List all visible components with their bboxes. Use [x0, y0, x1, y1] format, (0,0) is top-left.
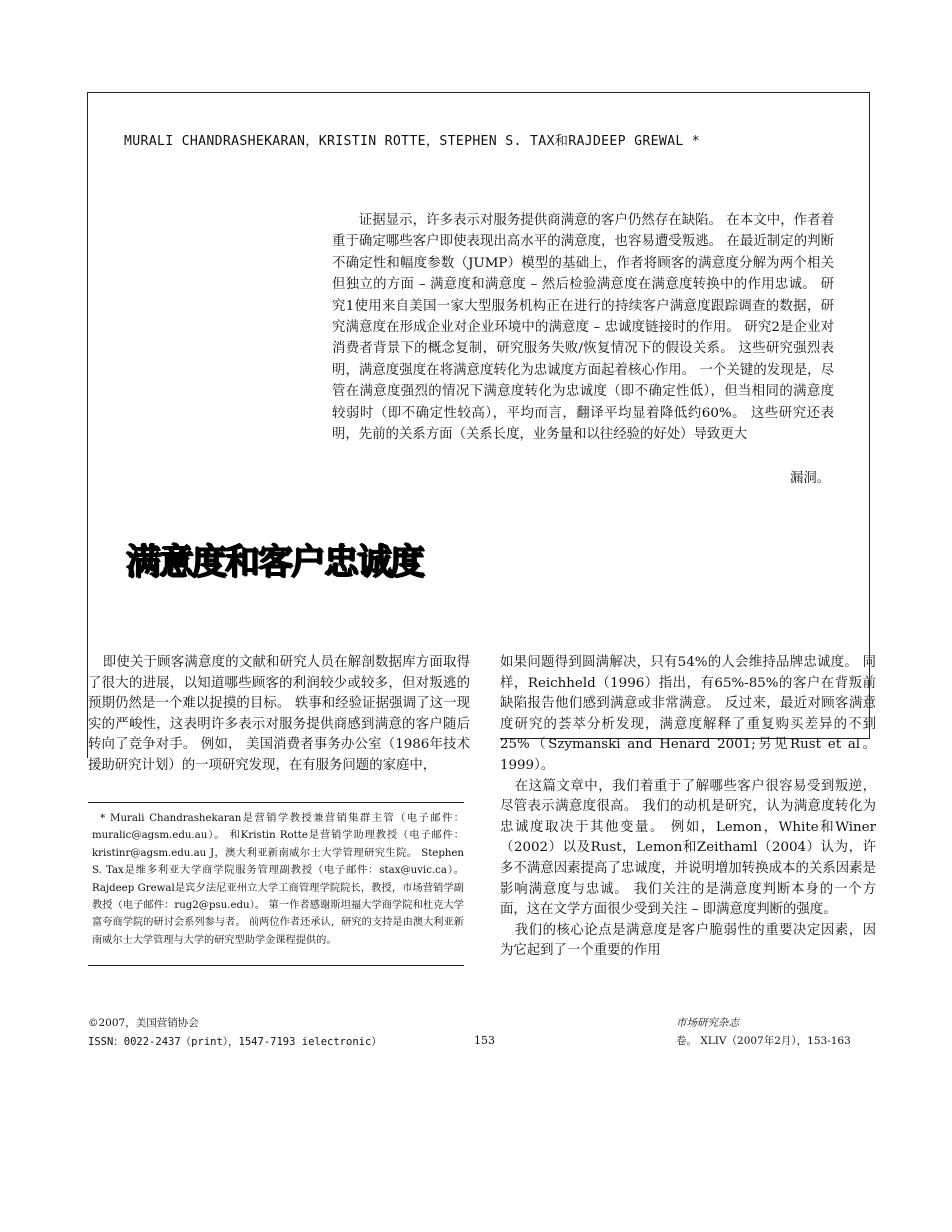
article-title: 满意度和客户忠诚度: [126, 543, 424, 583]
body-paragraph: 如果问题得到圆满解决，只有54%的人会维持品牌忠诚度。 同样，Reichheld（1996）指出，有65%-85%的客户在背叛前缺陷报告他们感到满意或非常满意。 反过来，最近对顾客满意度研究的荟萃分析发现，满意度解释了重复购买差异的不到25%（Szymanski and Henard 2001;另见Rust et al。1999）。: [500, 655, 876, 773]
abstract-tail: 漏洞。: [790, 471, 831, 486]
body-right-column: [500, 653, 876, 962]
journal-volume: 卷。 XLIV（2007年2月），153-163: [676, 1035, 851, 1047]
body-paragraph: 在这篇文章中，我们着重于了解哪些客户很容易受到叛逆，尽管表示满意度很高。 我们的动机是研究，认为满意度转化为忠诚度取决于其他变量。 例如，Lemon，White和Winer（2002）以及Rust，Lemon和Zeithaml（2004）认为，许多不满意因素提高了忠诚度，并说明增加转换成本的关系因素是影响满意度与忠诚。 我们关注的是满意度判断本身的一个方面，这在文学方面很少受到关注 – 即满意度判断的强度。: [500, 778, 876, 918]
frame-right-rule: [869, 92, 870, 738]
footer-issn: ISSN：0022-2437（print），1547-7193 ielectronic）: [88, 1036, 382, 1048]
abstract-text: 证据显示，许多表示对服务提供商满意的客户仍然存在缺陷。 在本文中，作者着重于确定哪些客户即使表现出高水平的满意度，也容易遭受叛逃。 在最近制定的判断不确定性和幅度参数（JUMP）模型的基础上，作者将顾客的满意度分解为两个相关但独立的方面 – 满意度和满意度 – 然后检验满意度在满意度转换中的作用忠诚。 研究1使用来自美国一家大型服务机构正在进行的持续客户满意度跟踪调查的数据，研究满意度在形成企业对企业环境中的满意度 – 忠诚度链接时的作用。 研究2是企业对消费者背景下的概念复制，研究服务失败/恢复情况下的假设关系。 这些研究强烈表明，满意度强度在将满意度转化为忠诚度方面起着核心作用。 一个关键的发现是，尽管在满意度强烈的情况下满意度转化为忠诚度（即不确定性低），但当相同的满意度较弱时（即不确定性较高），平均而言，翻译平均显着降低约60%。 这些研究还表明，先前的关系方面（关系长度，业务量和以往经验的好处）导致更大: [332, 213, 834, 443]
body-left-column: 即使关于顾客满意度的文献和研究人员在解剖数据库方面取得了很大的进展，以知道哪些顾客的利润较少或较多，但对叛逃的预期仍然是一个难以捉摸的目标。 轶事和经验证据强调了这一现实的严峻性，这表明许多表示对服务提供商感到满意的客户随后转向了竞争对手。 例如， 美国消费者事务办公室（1986年技术援助研究计划）的一项研究发现，在有服务问题的家庭中，: [88, 655, 470, 773]
footer-copyright: ©2007，美国营销协会: [88, 1017, 199, 1029]
author-list: MURALI CHANDRASHEKARAN，KRISTIN ROTTE，STEPHEN S. TAX和RAJDEEP GREWAL *: [124, 134, 701, 149]
footnote-rule-bottom: [88, 965, 464, 966]
author-footnote: * Murali Chandrashekaran是营销学教授兼营销集群主管（电子邮件：muralic@agsm.edu.au）。 和Kristin Rotte是营销学助理教授（电子邮件： kristinr@agsm.edu.au J，澳大利亚新南威尔士大学管理研究生院。 Stephen S. Tax是维多利亚大学商学院服务管理副教授（电子邮件：stax@uvic.ca）。 Rajdeep Grewal是宾夕法尼亚州立大学工商管理学院院长，教授，市场营销学副教授（电子邮件：rug2@psu.edu）。 第一作者感谢斯坦福大学商学院和杜克大学富夸商学院的研讨会系列参与者。 前两位作者还承认，研究的支持是由澳大利亚新南威尔士大学管理与大学的研究型助学金课程提供的。: [92, 813, 464, 946]
page-number: 153: [474, 1034, 495, 1047]
body-paragraph: 我们的核心论点是满意度是客户脆弱性的重要决定因素，因为它起到了一个重要的作用: [500, 922, 876, 959]
journal-name: 市场研究杂志: [676, 1017, 739, 1029]
frame-top-rule: [87, 92, 870, 93]
footnote-rule-top: [88, 802, 464, 803]
